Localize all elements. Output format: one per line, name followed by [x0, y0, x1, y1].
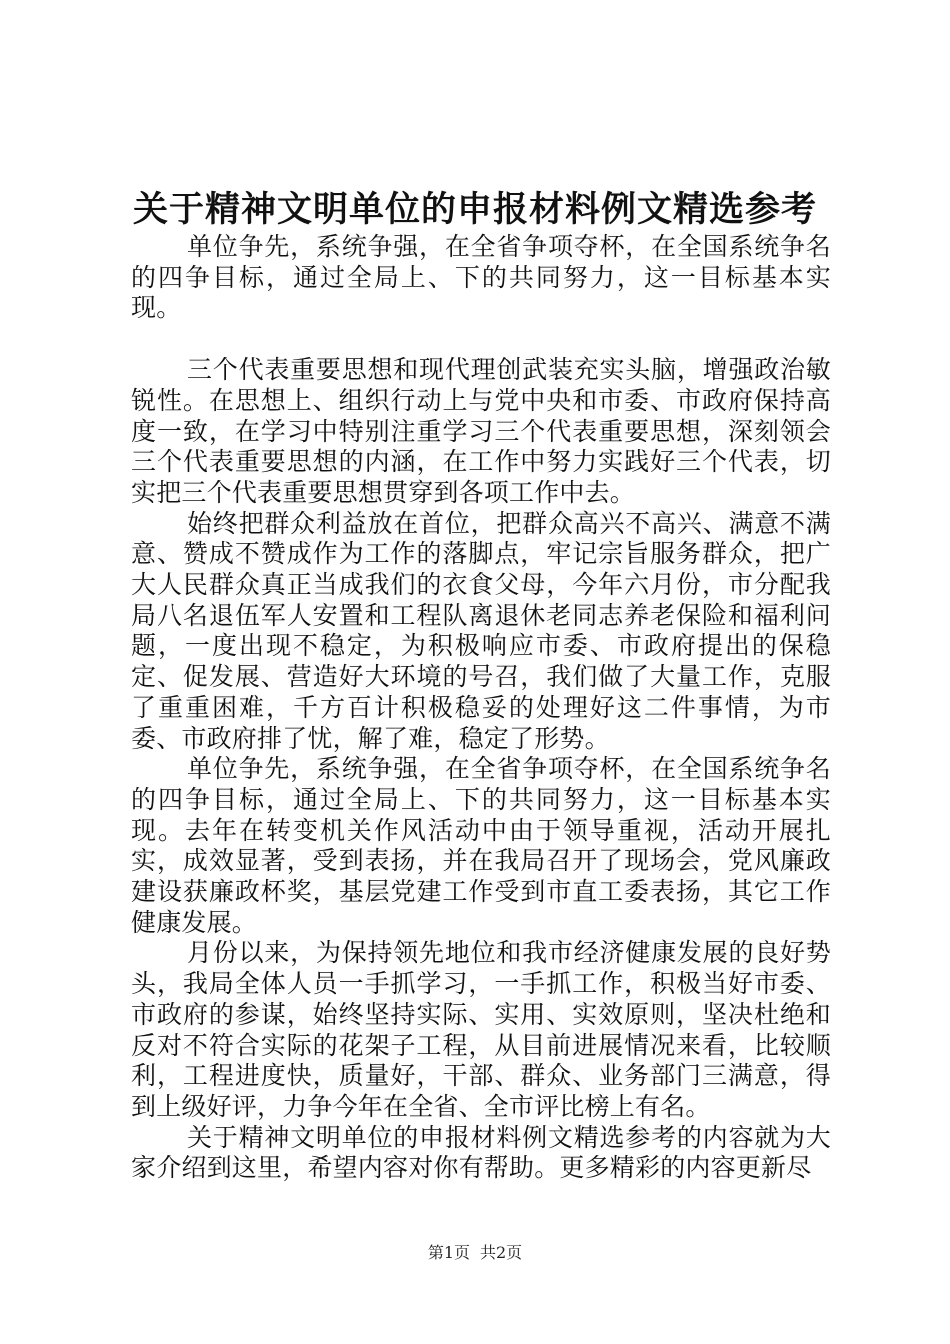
page-total: 共2页: [480, 1243, 523, 1262]
paragraph-4: 单位争先，系统争强，在全省争项夺杯，在全国系统争名的四争目标，通过全局上、下的共同努力，这一目标基本实现。去年在转变机关作风活动中由于领导重视，活动开展扎实，成效显著，受到表扬，并在我局召开了现场会，党风廉政建设获廉政杯奖，基层党建工作受到市直工委表扬，其它工作健康发展。: [131, 754, 831, 937]
document-body: [131, 232, 831, 1184]
paragraph-5: 月份以来，为保持领先地位和我市经济健康发展的良好势头，我局全体人员一手抓学习，一手抓工作，积极当好市委、市政府的参谋，始终坚持实际、实用、实效原则，坚决杜绝和反对不符合实际的花架子工程，从目前进展情况来看，比较顺利，工程进度快，质量好，干部、群众、业务部门三满意，得到上级好评，力争今年在全省、全市评比榜上有名。: [131, 938, 831, 1121]
paragraph-3: 始终把群众利益放在首位，把群众高兴不高兴、满意不满意、赞成不赞成作为工作的落脚点，牢记宗旨服务群众，把广大人民群众真正当成我们的衣食父母，今年六月份，市分配我局八名退伍军人安置和工程队离退休老同志养老保险和福利问题，一度出现不稳定，为积极响应市委、市政府提出的保稳定、促发展、营造好大环境的号召，我们做了大量工作，克服了重重困难，千方百计积极稳妥的处理好这二件事情，为市委、市政府排了忧，解了难，稳定了形势。: [131, 508, 831, 753]
document-title: 关于精神文明单位的申报材料例文精选参考: [132, 189, 817, 230]
paragraph-1: 单位争先，系统争强，在全省争项夺杯，在全国系统争名的四争目标，通过全局上、下的共同努力，这一目标基本实现。: [131, 232, 831, 323]
paragraph-2: 三个代表重要思想和现代理创武装充实头脑，增强政治敏锐性。在思想上、组织行动上与党中央和市委、市政府保持高度一致，在学习中特别注重学习三个代表重要思想，深刻领会三个代表重要思想的内涵，在工作中努力实践好三个代表，切实把三个代表重要思想贯穿到各项工作中去。: [131, 355, 831, 507]
paragraph-6: 关于精神文明单位的申报材料例文精选参考的内容就为大家介绍到这里，希望内容对你有帮助。更多精彩的内容更新尽: [131, 1122, 831, 1183]
page-footer: [0, 1241, 950, 1265]
page-number: 第1页: [427, 1243, 470, 1262]
